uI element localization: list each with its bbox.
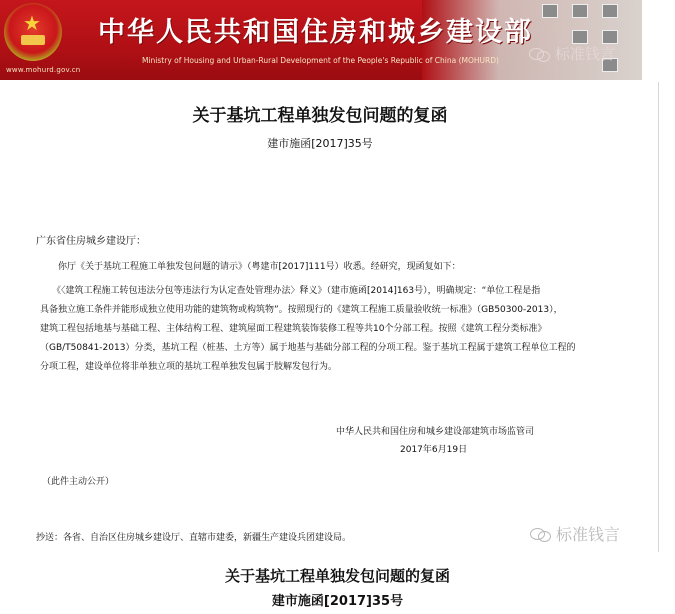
paragraph-intro: 你厅《关于基坑工程施工单独发包问题的请示》（粤建市[2017]111号）收悉。经研究，现函复如下： bbox=[58, 262, 461, 272]
document-number: 建市施函[2017]35号 bbox=[267, 137, 373, 150]
body-line: 分项工程，建设单位将非单独立项的基坑工程单独发包属于肢解发包行为。 bbox=[40, 362, 338, 372]
wechat-icon bbox=[529, 46, 551, 62]
watermark-bottom bbox=[530, 522, 620, 545]
body-line: （GB/T50841-2013）分类，基坑工程（桩基、土方等）属于地基与基础分部工程的分项工程。鉴于基坑工程属于建筑工程单位工程的 bbox=[40, 343, 576, 353]
signature-date: 2017年6月19日 bbox=[400, 445, 468, 455]
body-line: 《〈建筑工程施工转包违法分包等违法行为认定查处管理办法〉释义》（建市施函[2014]163号），明确规定：“单位工程是指 bbox=[52, 286, 541, 296]
banner-subtitle: Ministry of Housing and Urban-Rural Development of the People's Republic of China (MOHURD) bbox=[142, 56, 499, 65]
body-line: 建筑工程包括地基与基础工程、主体结构工程、建筑屋面工程建筑装饰装修工程等共10个分部工程。按照《建筑工程分类标准》 bbox=[40, 324, 547, 334]
body-line: 具备独立施工条件并能形成独立使用功能的建筑物或构筑物”。按照现行的《建筑工程施工质量验收统一标准》（GB50300-2013）， bbox=[40, 305, 563, 315]
ministry-banner bbox=[0, 0, 642, 80]
watermark-text: 标准钱言 bbox=[555, 45, 616, 63]
banner-url: www.mohurd.gov.cn bbox=[6, 66, 81, 74]
caption-doc-number: 建市施函[2017]35号 bbox=[271, 594, 404, 609]
watermark-top bbox=[529, 43, 615, 64]
paragraph-body bbox=[40, 282, 575, 377]
disclosure-note: （此件主动公开） bbox=[42, 477, 115, 487]
watermark-text: 标准钱言 bbox=[556, 525, 621, 544]
cc-line: 抄送：各省、自治区住房城乡建设厅、直辖市建委，新疆生产建设兵团建设局。 bbox=[36, 533, 352, 543]
signature-org: 中华人民共和国住房和城乡建设部建筑市场监管司 bbox=[336, 427, 535, 437]
caption-title: 关于基坑工程单独发包问题的复函 bbox=[224, 567, 450, 585]
recipient: 广东省住房城乡建设厅： bbox=[36, 236, 146, 247]
banner-title: 中华人民共和国住房和城乡建设部 bbox=[98, 17, 533, 48]
national-emblem-icon: ★ bbox=[4, 3, 62, 61]
document-title: 关于基坑工程单独发包问题的复函 bbox=[192, 106, 448, 126]
divider bbox=[658, 82, 659, 552]
wechat-icon bbox=[530, 526, 552, 542]
